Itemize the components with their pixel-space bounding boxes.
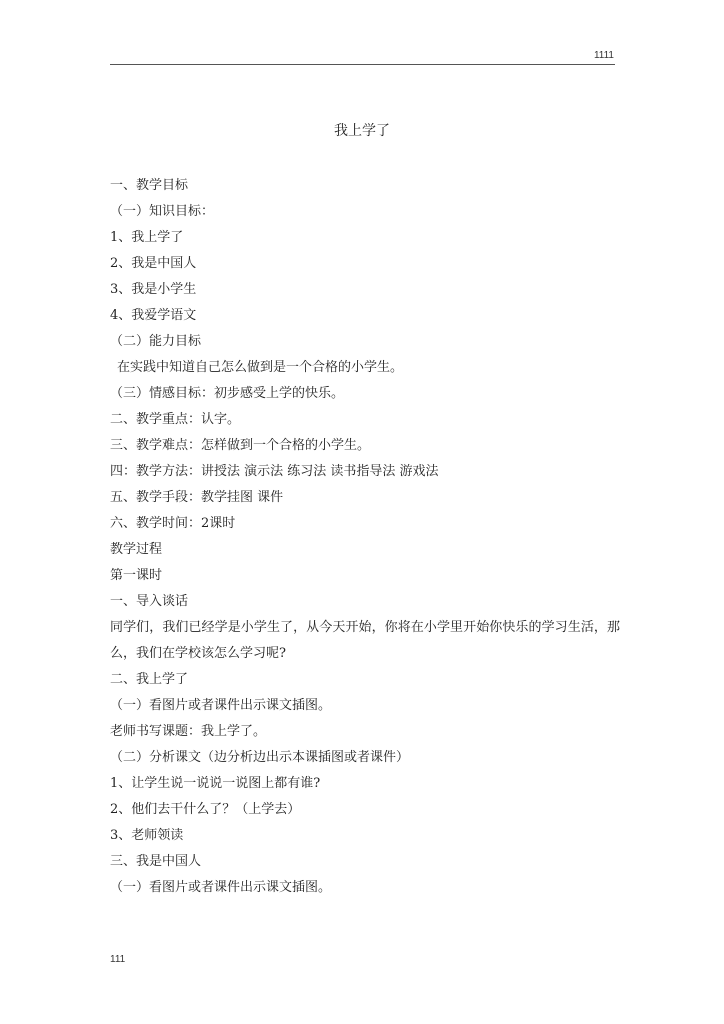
section-methods: 四：教学方法：讲授法 演示法 练习法 读书指导法 游戏法 xyxy=(110,464,439,479)
heading-teaching-process: 教学过程 xyxy=(110,542,163,557)
list-item: 3、我是小学生 xyxy=(110,282,197,297)
list-item: 老师书写课题：我上学了。 xyxy=(110,724,267,739)
footer-page-number: 111 xyxy=(110,954,126,965)
document-title: 我上学了 xyxy=(334,123,390,139)
subsection-emotion-goals: （三）情感目标：初步感受上学的快乐。 xyxy=(110,386,345,401)
list-item: （一）看图片或者课件出示课文插图。 xyxy=(110,880,332,895)
subsection-ability-goals: （二）能力目标 xyxy=(110,334,202,349)
list-item: 2、他们去干什么了？（上学去） xyxy=(110,802,301,817)
header-page-number: 1111 xyxy=(593,50,614,61)
list-item: 3、老师领读 xyxy=(110,828,184,843)
ability-goal-text: 在实践中知道自己怎么做到是一个合格的小学生。 xyxy=(117,360,404,375)
section-difficulties: 三、教学难点：怎样做到一个合格的小学生。 xyxy=(110,438,371,453)
intro-paragraph: 同学们，我们已经学是小学生了，从今天开始，你将在小学里开始你快乐的学习生活，那么，我们在学校该怎么学习呢? xyxy=(110,620,620,661)
section-i-go-to-school: 二、我上学了 xyxy=(110,672,189,687)
list-item: 4、我爱学语文 xyxy=(110,308,197,323)
list-item: 1、我上学了 xyxy=(110,230,184,245)
section-i-am-chinese: 三、我是中国人 xyxy=(110,854,202,869)
subsection-knowledge-goals: （一）知识目标： xyxy=(110,204,215,219)
section-introduction: 一、导入谈话 xyxy=(110,594,189,609)
section-time: 六、教学时间：2课时 xyxy=(110,516,236,531)
document-body xyxy=(110,173,620,901)
list-item: （一）看图片或者课件出示课文插图。 xyxy=(110,698,332,713)
section-teaching-goals: 一、教学目标 xyxy=(110,178,189,193)
list-item: 1、让学生说一说说一说图上都有谁? xyxy=(110,776,321,791)
header-rule xyxy=(110,64,615,65)
list-item: 2、我是中国人 xyxy=(110,256,197,271)
section-key-points: 二、教学重点：认字。 xyxy=(110,412,241,427)
list-item: （二）分析课文（边分析边出示本课插图或者课件） xyxy=(110,750,410,765)
heading-first-lesson: 第一课时 xyxy=(110,568,163,583)
section-means: 五、教学手段：教学挂图 课件 xyxy=(110,490,284,505)
